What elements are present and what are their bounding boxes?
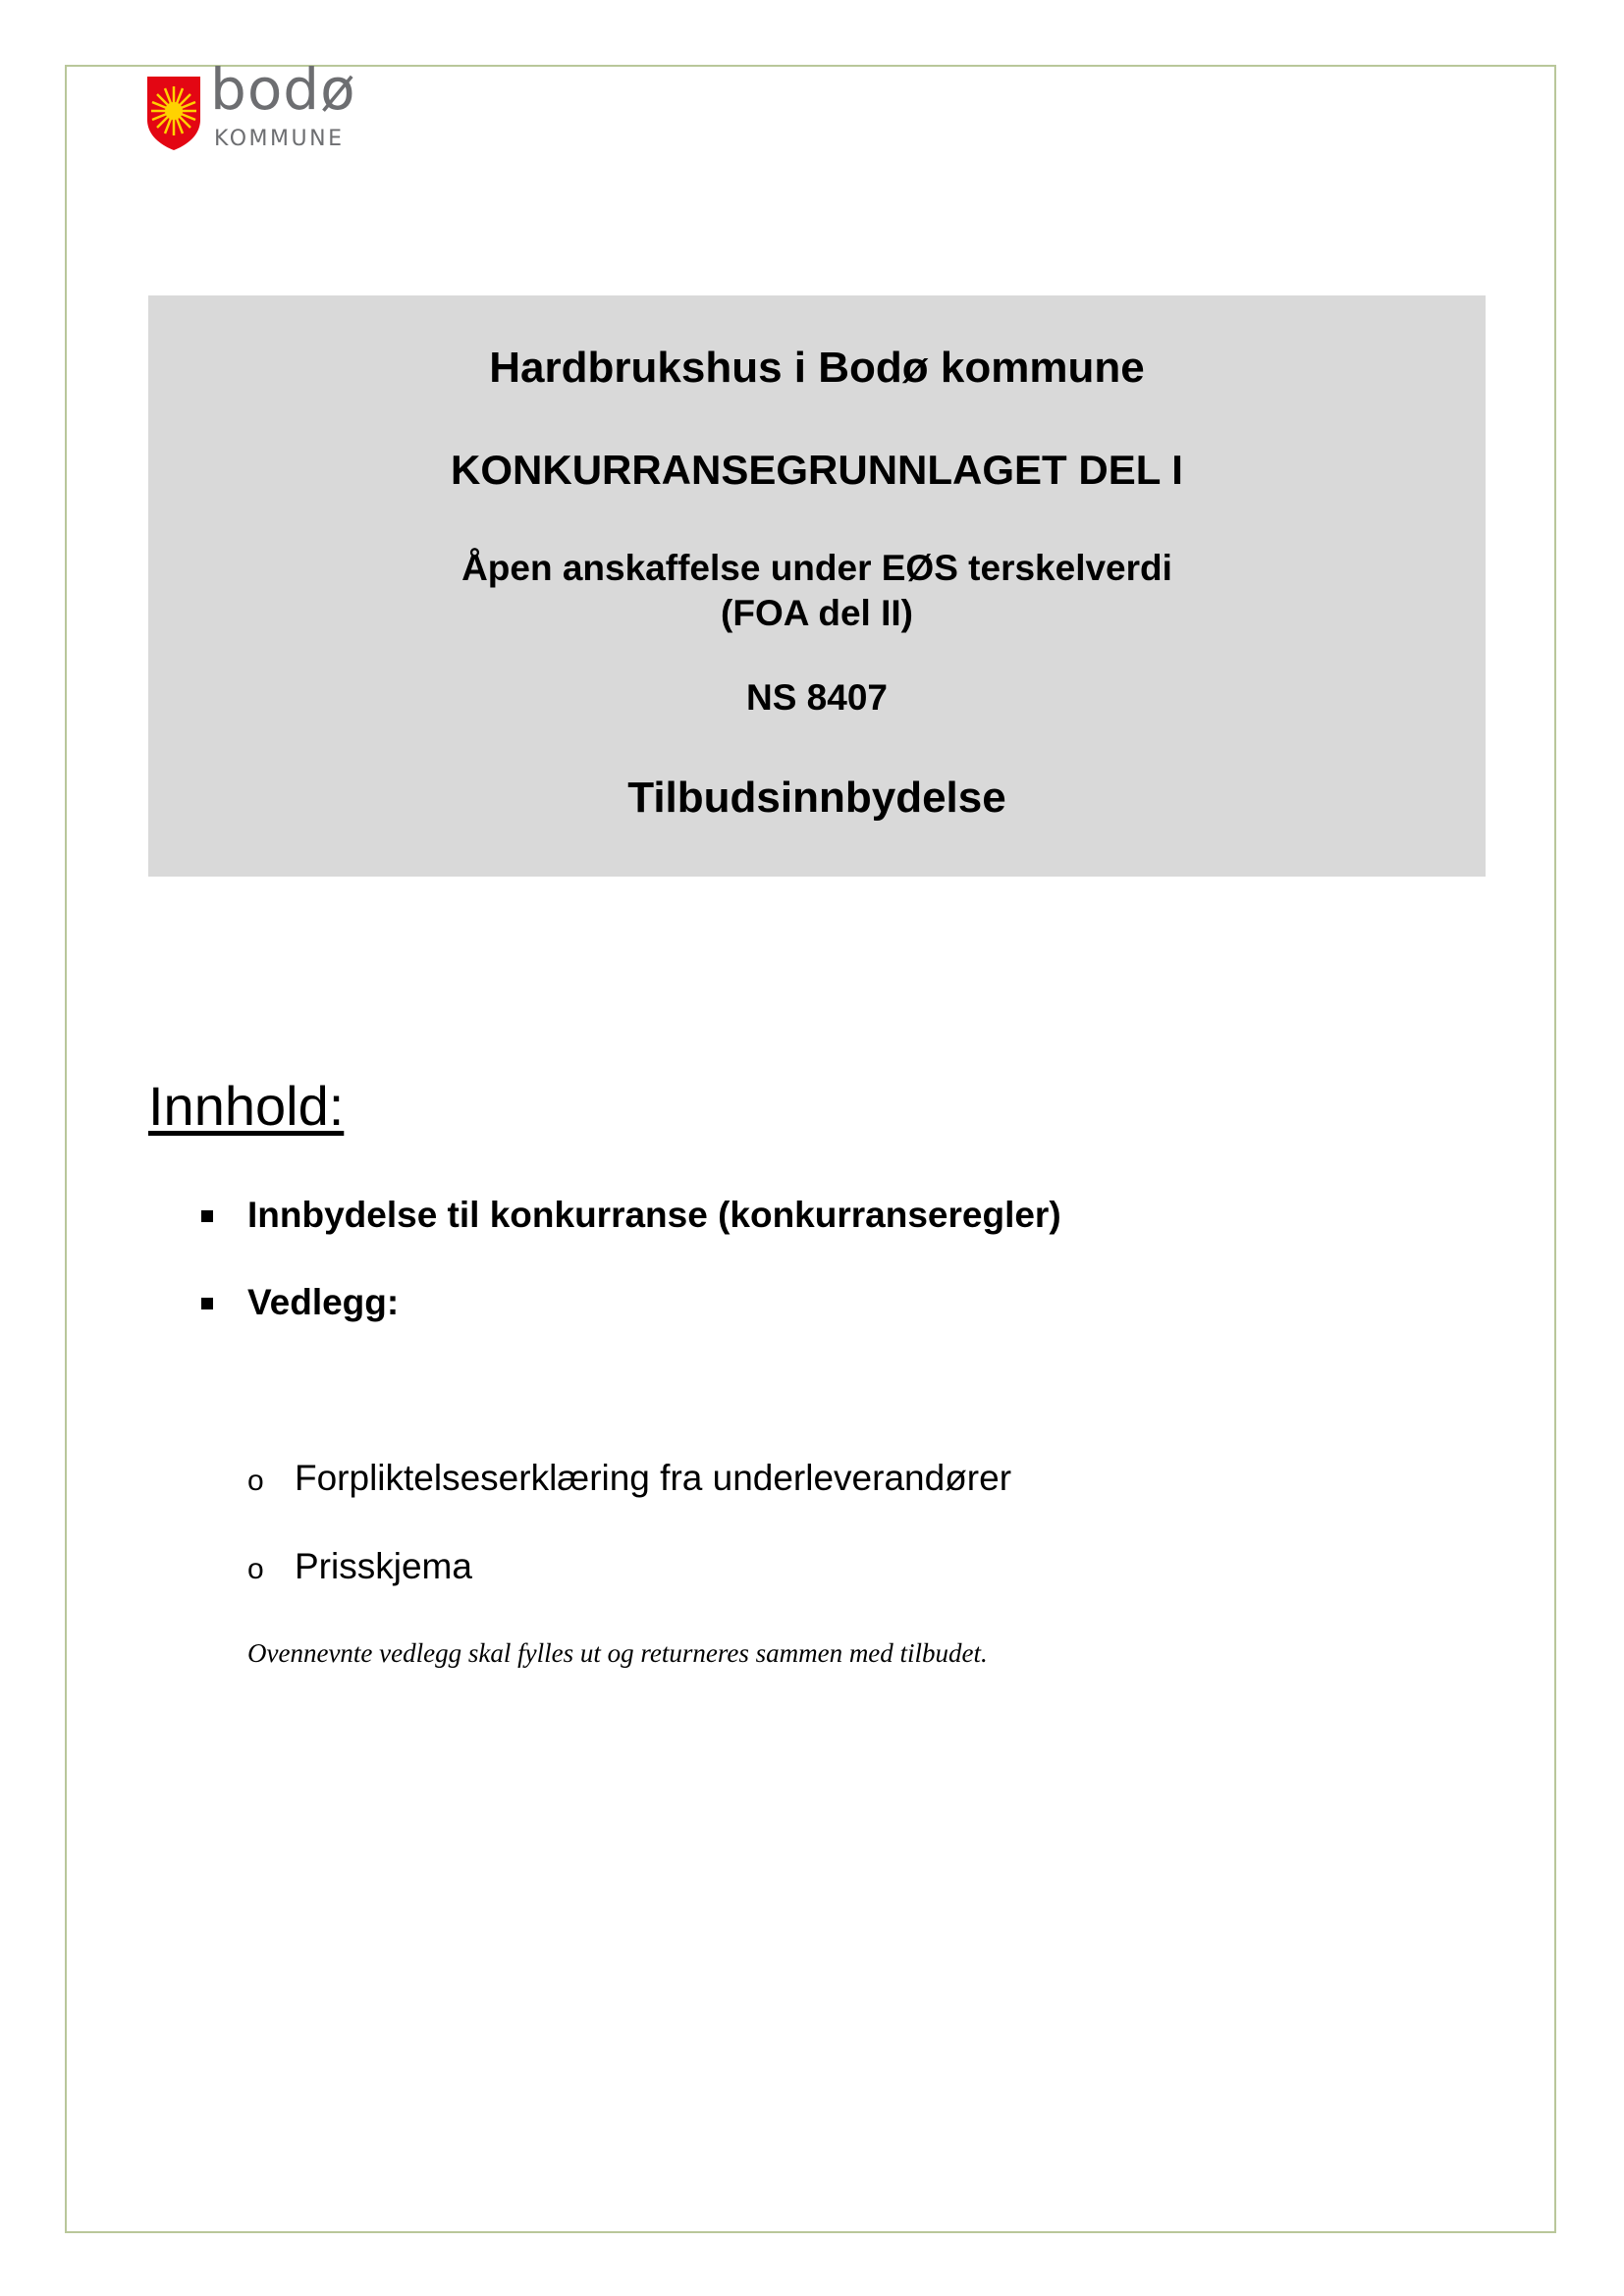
square-bullet-icon bbox=[201, 1298, 213, 1309]
logo-subtitle: KOMMUNE bbox=[214, 127, 345, 151]
attachments-note: Ovennevnte vedlegg skal fylles ut og returneres sammen med tilbudet. bbox=[247, 1638, 988, 1668]
circle-bullet-icon: o bbox=[247, 1553, 264, 1585]
project-title: Hardbrukshus i Bodø kommune bbox=[489, 344, 1145, 392]
coat-of-arms-icon bbox=[145, 75, 202, 151]
bodo-kommune-logo bbox=[145, 56, 361, 157]
circle-bullet-icon: o bbox=[247, 1465, 264, 1497]
square-bullet-icon bbox=[201, 1210, 213, 1222]
title-box bbox=[148, 295, 1486, 877]
document-title: KONKURRANSEGRUNNLAGET DEL I bbox=[451, 447, 1183, 493]
contents-heading: Innhold: bbox=[148, 1075, 345, 1137]
list-item: Innbydelse til konkurranse (konkurranseregler) bbox=[247, 1195, 1061, 1235]
standard-reference: NS 8407 bbox=[746, 677, 888, 718]
sub-list-item: Prisskjema bbox=[295, 1546, 472, 1586]
procedure-line-2: (FOA del II) bbox=[721, 593, 913, 633]
sub-list-item: Forpliktelseserklæring fra underleverandører bbox=[295, 1458, 1012, 1498]
logo-wordmark: bodø bbox=[210, 56, 356, 123]
procedure-line-1: Åpen anskaffelse under EØS terskelverdi bbox=[461, 548, 1172, 588]
document-type: Tilbudsinnbydelse bbox=[627, 774, 1006, 822]
procedure-text bbox=[148, 546, 1486, 636]
list-item: Vedlegg: bbox=[247, 1282, 400, 1322]
